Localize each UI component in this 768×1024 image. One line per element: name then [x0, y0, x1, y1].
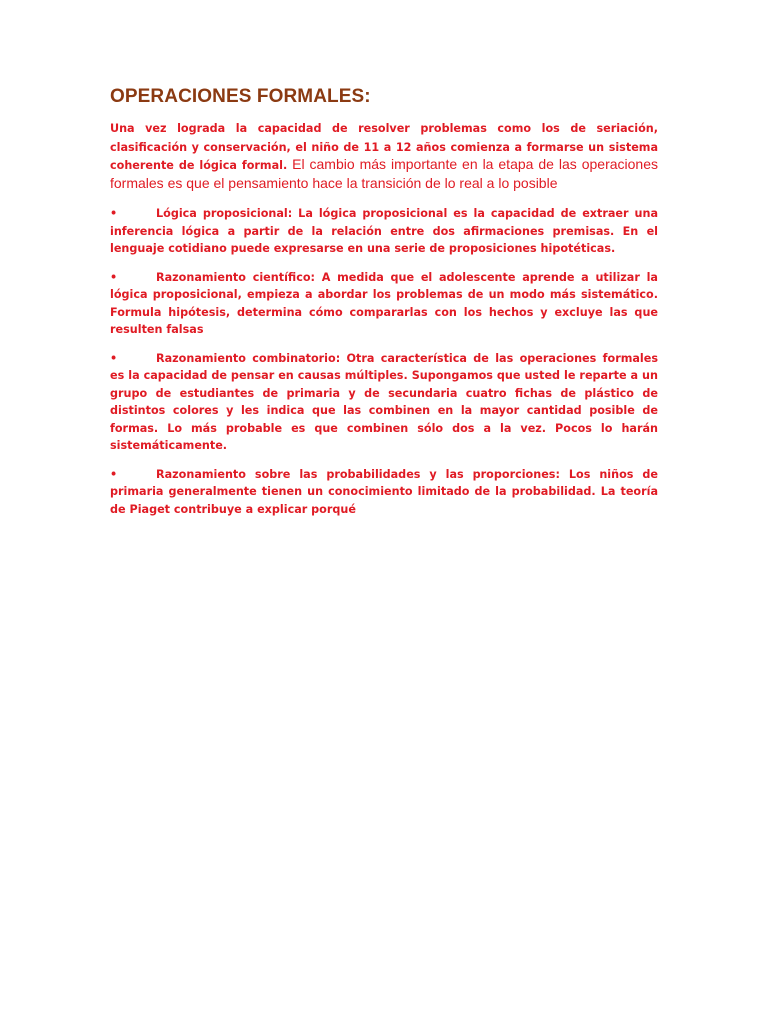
bullet-icon: •	[110, 351, 118, 365]
bullet-icon: •	[110, 207, 118, 220]
intro-lead-text: Una vez lograda la capacidad de resolver problemas como los de seriación, clasificación y conservación, el niño de 11 a 12 años comienza a formarse un sistema coherente de lógica formal.	[110, 122, 658, 172]
bullet-text: Razonamiento sobre las probabilidades y las proporciones: Los niños de primaria generalmente tienen un conocimiento limitado de la probabilidad. La teoría de Piaget contribuye a explicar porqué	[110, 467, 658, 516]
document-title: OPERACIONES FORMALES:	[110, 86, 371, 107]
bullet-razonamiento-probabilidades	[110, 466, 658, 519]
bullet-text: Razonamiento combinatorio: Otra característica de las operaciones formales es la capacidad de pensar en causas múltiples. Supongamos que usted le reparte a un grupo de estudiantes de primaria y de secundaria cuatro fichas de plástico de distintos colores y les indica que las combinen en la mayor cantidad posible de formas. Lo más probable es que combinen sólo dos a la vez. Pocos lo harán sistemáticamente.	[110, 351, 658, 452]
bullet-text: Razonamiento científico: A medida que el adolescente aprende a utilizar la lógica proposicional, empieza a abordar los problemas de un modo más sistemático. Formula hipótesis, determina cómo compararlas con los hechos y excluye las que resulten falsas	[110, 270, 658, 336]
intro-paragraph	[110, 119, 658, 192]
bullet-icon: •	[110, 270, 118, 284]
bullet-razonamiento-combinatorio	[110, 350, 658, 455]
bullet-icon: •	[110, 467, 118, 481]
bullet-text: Lógica proposicional: La lógica proposicional es la capacidad de extraer una inferencia lógica a partir de la relación entre dos afirmaciones premisas. En el lenguaje cotidiano puede expresarse en una serie de proposiciones hipotéticas.	[110, 207, 658, 255]
bullet-razonamiento-cientifico	[110, 269, 658, 339]
bullet-logica-proposicional	[110, 205, 658, 258]
intro-rest-text: El cambio más importante en la etapa de las operaciones formales es que el pensamiento hace la transición de lo real a lo posible	[110, 156, 658, 191]
